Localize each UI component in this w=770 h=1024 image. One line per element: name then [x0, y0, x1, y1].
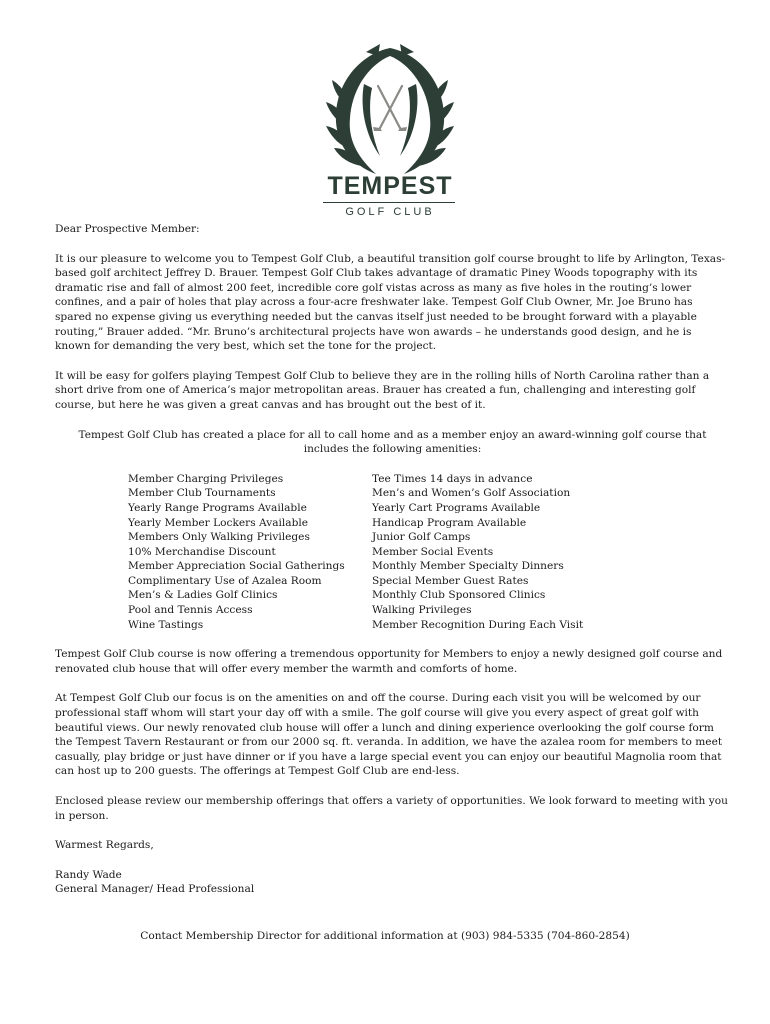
list-item: Pool and Tennis Access — [128, 604, 253, 617]
list-item: Handicap Program Available — [372, 516, 527, 529]
list-item: Member Club Tournaments — [128, 487, 276, 500]
amenities-intro: Tempest Golf Club has created a place for all to call home and as a member enjoy an award-winning golf course that includes the following amenities: — [78, 428, 707, 456]
list-item: Monthly Member Specialty Dinners — [372, 560, 564, 573]
brand-name: TEMPEST — [327, 172, 453, 200]
list-item: Yearly Range Programs Available — [128, 501, 307, 514]
brand-subtitle: GOLF CLUB — [345, 206, 435, 218]
list-item: Junior Golf Camps — [372, 531, 471, 544]
list-item: Members Only Walking Privileges — [128, 531, 310, 544]
list-item: Member Appreciation Social Gatherings — [128, 560, 345, 573]
list-item: Member Recognition During Each Visit — [372, 618, 584, 631]
list-item: Yearly Cart Programs Available — [372, 501, 541, 514]
list-item: Member Social Events — [372, 545, 494, 558]
list-item: Walking Privileges — [372, 604, 472, 617]
signer-name: Randy Wade — [55, 868, 122, 881]
list-item: Men’s & Ladies Golf Clinics — [128, 589, 278, 602]
closing: Warmest Regards, — [55, 839, 154, 852]
list-item: Member Charging Privileges — [128, 472, 284, 485]
list-item: Yearly Member Lockers Available — [128, 516, 309, 529]
opportunity-paragraph: Tempest Golf Club course is now offering a tremendous opportunity for Members to enjoy a newly designed golf course and renovated club house that will offer every member the warmth and comforts of home. — [55, 648, 723, 675]
amenities-left-column — [128, 472, 372, 633]
intro-paragraph: It is our pleasure to welcome you to Tempest Golf Club, a beautiful transition golf course brought to life by Arlington, Texas-based golf architect Jeffrey D. Brauer. Tempest Golf Club takes advantage of dramatic Piney Woods topography with its dramatic rise and fall of almost 200 feet, incredible core golf vistas across as many as five holes in the routing’s lower confines, and a pair of holes that play across a four-acre freshwater lake. Tempest Golf Club Owner, Mr. Joe Bruno has spared no expense giving us everything needed but the canvas itself just needed to be brought forward with a playable routing,” Brauer added. “Mr. Bruno’s architectural projects have won awards – he understands good design, and he is known for demanding the very best, which set the tone for the project. — [55, 252, 726, 353]
amenities-list — [55, 472, 730, 633]
list-item: Complimentary Use of Azalea Room — [128, 574, 322, 587]
salutation: Dear Prospective Member: — [55, 223, 200, 235]
comparison-paragraph: It will be easy for golfers playing Tempest Golf Club to believe they are in the rolling hills of North Carolina rather than a short drive from one of America’s major metropolitan areas. Brauer has created a fun, challenging and interesting golf course, but here he was given a great canvas and has brought out the best of it. — [55, 369, 710, 411]
list-item: Tee Times 14 days in advance — [372, 472, 533, 485]
enclosed-paragraph: Enclosed please review our membership offerings that offers a variety of opportunities. We look forward to meeting with you in person. — [55, 795, 728, 822]
list-item: Special Member Guest Rates — [372, 574, 529, 587]
amenities-focus-paragraph: At Tempest Golf Club our focus is on the amenities on and off the course. During each visit you will be welcomed by our professional staff whom will start your day off with a smile. The golf course will give you every aspect of great golf with beautiful views. Our newly renovated club house will offer a lunch and dining experience overlooking the golf course form the Tempest Tavern Restaurant or from our 2000 sq. ft. veranda. In addition, we have the azalea room for members to meet casually, play bridge or just have dinner or if you have a large special event you can enjoy our beautiful Magnolia room that can host up to 200 guests. The offerings at Tempest Golf Club are end-less. — [55, 692, 723, 778]
signer-title: General Manager/ Head Professional — [55, 883, 255, 896]
list-item: 10% Merchandise Discount — [128, 545, 276, 558]
letter-body — [55, 222, 730, 897]
list-item: Monthly Club Sponsored Clinics — [372, 589, 546, 602]
contact-footer: Contact Membership Director for additional information at (903) 984-5335 (704-860-2854) — [140, 930, 630, 942]
brand-divider — [323, 202, 455, 203]
list-item: Men’s and Women’s Golf Association — [372, 487, 571, 500]
amenities-right-column — [372, 472, 616, 633]
list-item: Wine Tastings — [128, 618, 204, 631]
wheat-crest-icon — [320, 44, 460, 174]
